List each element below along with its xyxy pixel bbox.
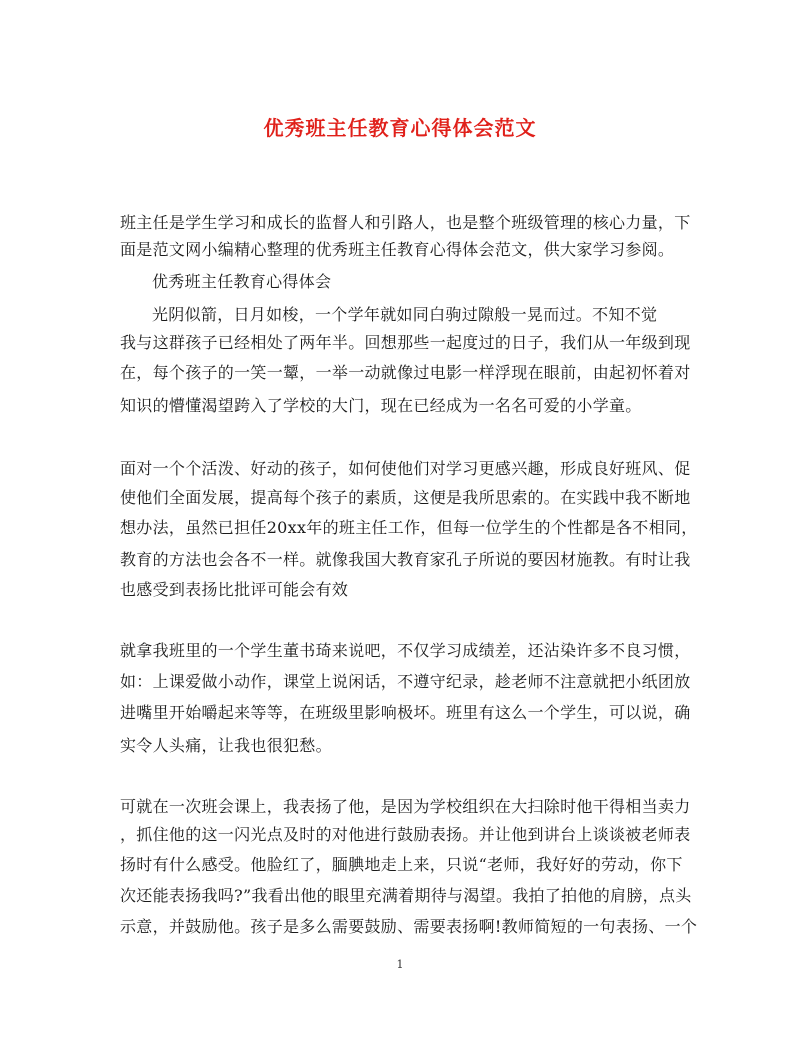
text-line-4: 光阴似箭，日月如梭，一个学年就如同白驹过隙般一晃而过。不知不觉 (152, 305, 658, 324)
text-line-15: 进嘴里开始嚼起来等等，在班级里影响极坏。班里有这么一个学生，可以说，确 (120, 703, 691, 722)
text-line-12: 也感受到表扬比批评可能会有效 (120, 580, 349, 599)
text-line-5: 我与这群孩子已经相处了两年半。回想那些一起度过的日子，我们从一年级到现 (120, 333, 691, 352)
text-line-11: 教育的方法也会各不一样。就像我国大教育家孔子所说的要因材施教。有时让我 (120, 550, 691, 569)
text-line-13: 就拿我班里的一个学生董书琦来说吧，不仅学习成绩差，还沾染许多不良习惯， (120, 641, 691, 660)
text-line-14: 如：上课爱做小动作，课堂上说闲话，不遵守纪录，趁老师不注意就把小纸团放 (120, 672, 691, 691)
text-line-21: 示意，并鼓励他。孩子是多么需要鼓励、需要表扬啊!教师简短的一句表扬、一个 (120, 917, 698, 936)
text-line-6: 在，每个孩子的一笑一颦，一举一动就像过电影一样浮现在眼前，由起初怀着对 (120, 363, 691, 382)
text-line-8: 面对一个个活泼、好动的孩子，如何使他们对学习更感兴趣，形成良好班风、促 (120, 459, 691, 478)
page-number: 1 (396, 958, 404, 971)
document-title: 优秀班主任教育心得体会范文 (263, 116, 537, 140)
text-line-10: 想办法，虽然已担任20xx年的班主任工作，但每一位学生的个性都是各不相同， (120, 518, 698, 537)
text-line-16: 实令人头痛，让我也很犯愁。 (120, 736, 332, 755)
text-line-17: 可就在一次班会课上，我表扬了他，是因为学校组织在大扫除时他干得相当卖力 (120, 797, 691, 816)
text-line-7: 知识的懵懂渴望跨入了学校的大门，现在已经成为一名名可爱的小学童。 (120, 396, 642, 415)
text-line-9: 使他们全面发展，提高每个孩子的素质，这便是我所思索的。在实践中我不断地 (120, 488, 691, 507)
text-line-19: 扬时有什么感受。他脸红了，腼腆地走上来，只说“老师，我好好的劳动，你下 (120, 855, 683, 874)
text-line-1: 班主任是学生学习和成长的监督人和引路人，也是整个班级管理的核心力量，下 (120, 213, 691, 232)
text-line-18: ，抓住他的这一闪光点及时的对他进行鼓励表扬。并让他到讲台上谈谈被老师表 (120, 825, 691, 844)
text-line-20: 次还能表扬我吗?”我看出他的眼里充满着期待与渴望。我拍了拍他的肩膀，点头 (120, 886, 692, 905)
text-line-2: 面是范文网小编精心整理的优秀班主任教育心得体会范文，供大家学习参阅。 (120, 240, 675, 259)
section-heading: 优秀班主任教育心得体会 (152, 272, 332, 291)
